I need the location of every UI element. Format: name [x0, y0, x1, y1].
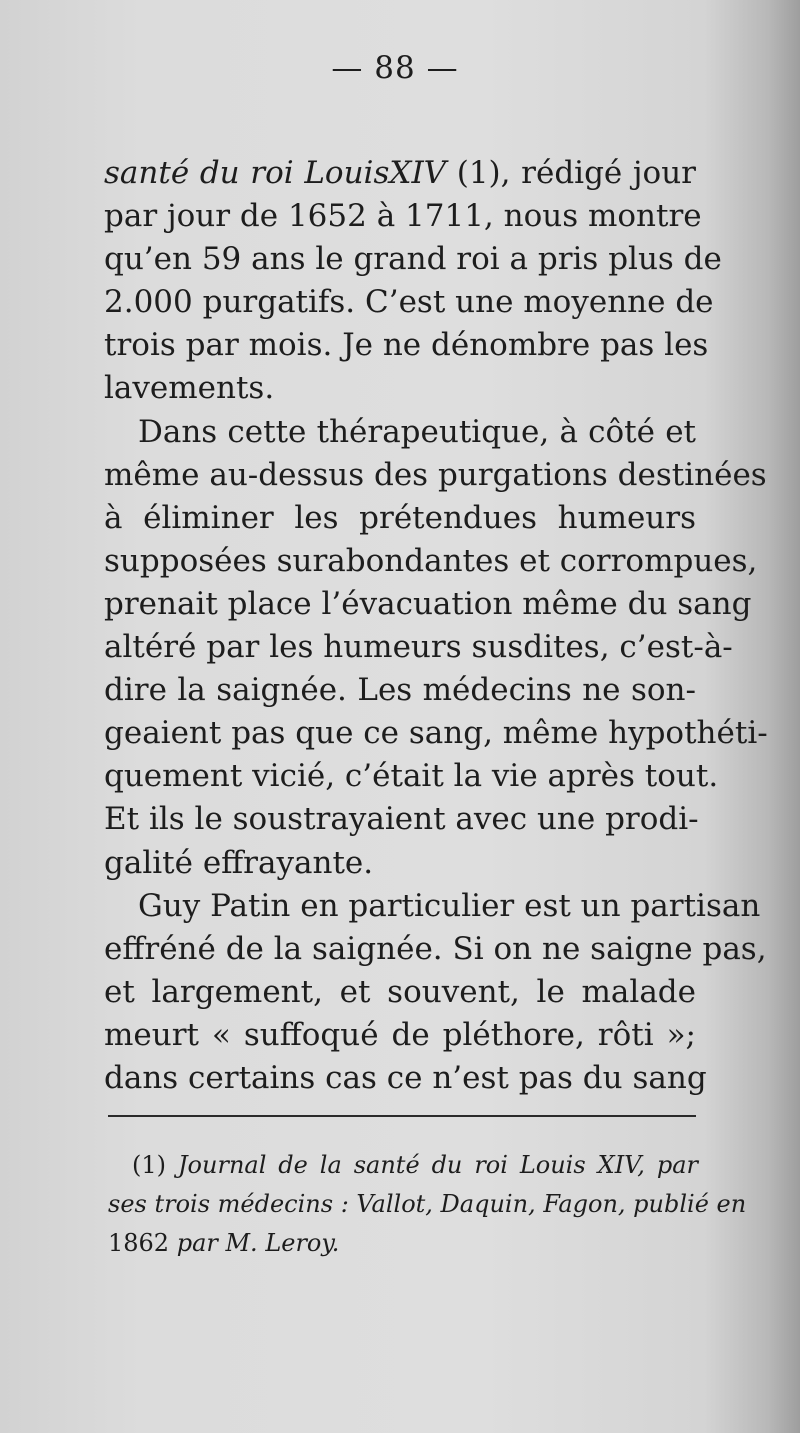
body-line: et largement, et souvent, le malade: [104, 973, 696, 1010]
body-line: dire la saignée. Les médecins ne son-: [104, 672, 696, 709]
body-line: qu’en 59 ans le grand roi a pris plus de: [104, 241, 722, 278]
body-line: 2.000 purgatifs. C’est une moyenne de: [104, 284, 714, 321]
footnote-title: Journal de la santé du roi Louis XIV, par: [177, 1151, 699, 1179]
body-line: Et ils le soustrayaient avec une prodi-: [104, 801, 699, 838]
footnote-editor: par M. Leroy.: [169, 1229, 340, 1257]
body-line: Guy Patin en particulier est un partisan: [138, 887, 761, 924]
body-line: à éliminer les prétendues humeurs: [104, 499, 696, 536]
body-line: [104, 152, 696, 195]
body-line: altéré par les humeurs susdites, c’est-à-: [104, 629, 733, 666]
body-line: meurt « suffoqué de pléthore, rôti »;: [104, 1016, 696, 1053]
body-line: trois par mois. Je ne dénombre pas les: [104, 327, 709, 364]
footnote-separator: [108, 1115, 696, 1117]
body-line: par jour de 1652 à 1711, nous montre: [104, 198, 702, 235]
line-rest: (1), rédigé jour: [446, 155, 696, 191]
body-line: Dans cette thérapeutique, à côté et: [138, 413, 696, 450]
page-number: — 88 —: [331, 50, 459, 86]
footnote-line: [108, 1146, 698, 1185]
body-line: galité effrayante.: [104, 844, 374, 881]
footnote-year: 1862: [108, 1229, 170, 1257]
italic-title-fragment: santé du roi LouisXIV: [104, 155, 447, 191]
body-text: [104, 152, 768, 1100]
body-line: même au-dessus des purgations destinées: [104, 456, 767, 493]
body-line: effréné de la saignée. Si on ne saigne pas,: [104, 930, 767, 967]
footnote-line: ses trois médecins : Vallot, Daquin, Fagon, publié en: [108, 1190, 747, 1218]
body-line: supposées surabondantes et corrompues,: [104, 542, 758, 579]
body-line: prenait place l’évacuation même du sang: [104, 585, 752, 622]
body-line: lavements.: [104, 370, 275, 407]
footnote: [108, 1146, 747, 1263]
body-line: dans certains cas ce n’est pas du sang: [104, 1059, 707, 1096]
body-line: quement vicié, c’était la vie après tout.: [104, 758, 719, 795]
body-line: geaient pas que ce sang, même hypothéti-: [104, 715, 768, 752]
footnote-line: [108, 1224, 698, 1263]
footnote-marker: (1): [132, 1151, 178, 1179]
